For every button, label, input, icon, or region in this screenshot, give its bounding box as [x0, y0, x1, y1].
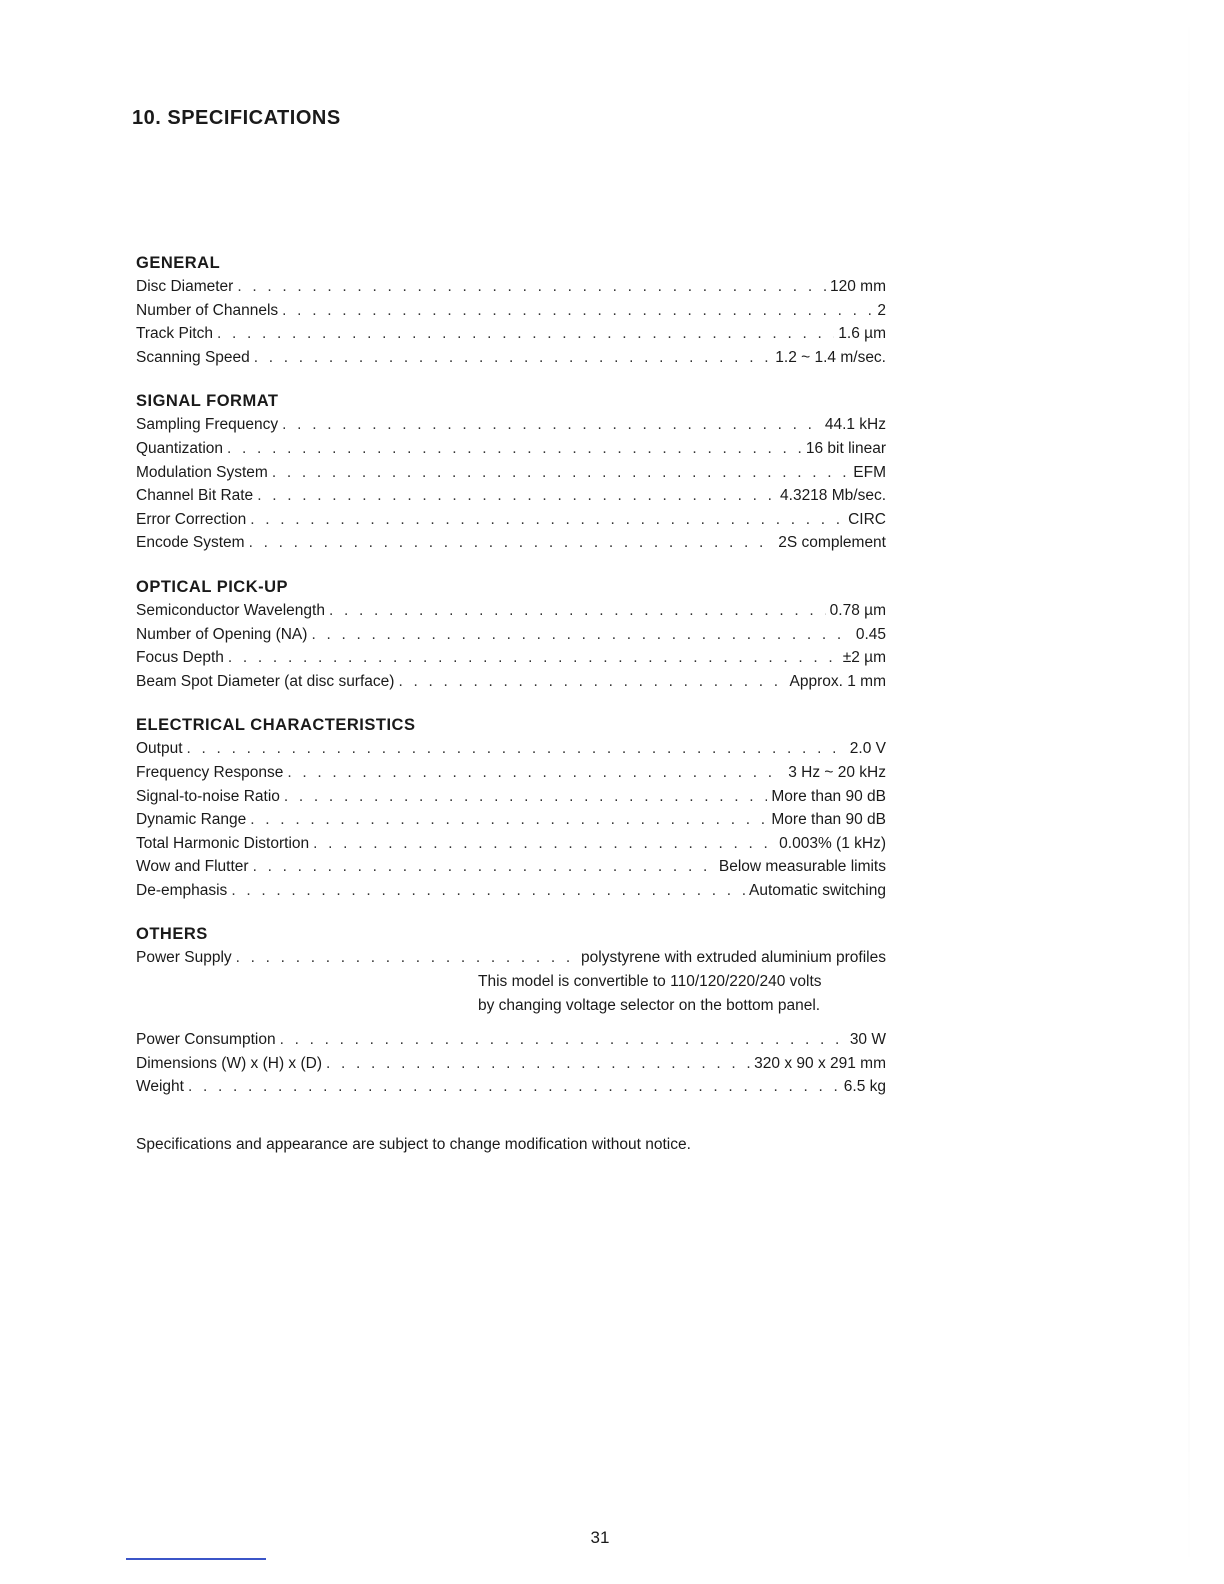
- spec-row: [136, 346, 886, 370]
- spec-row: [136, 531, 886, 555]
- spec-row: [136, 1052, 886, 1076]
- dot-leader: [257, 484, 776, 508]
- spec-row: [136, 670, 886, 694]
- spec-value: 0.78 µm: [829, 601, 886, 619]
- spec-label: Frequency Response: [136, 763, 284, 781]
- dot-leader: [188, 1075, 840, 1099]
- spec-value: More than 90 dB: [771, 787, 886, 805]
- section-heading: OTHERS: [136, 925, 208, 944]
- spec-row: [136, 1075, 886, 1099]
- dot-leader: [284, 785, 768, 809]
- spec-label: Disc Diameter: [136, 278, 234, 295]
- spec-row: [136, 785, 886, 809]
- dot-leader: [326, 1052, 750, 1076]
- spec-row: [136, 599, 886, 623]
- spec-label: Weight: [136, 1078, 184, 1096]
- spec-value: Below measurable limits: [718, 858, 886, 876]
- section-optical-pick-up: [136, 575, 886, 693]
- spec-row: [136, 737, 886, 761]
- spec-value: Approx. 1 mm: [789, 672, 886, 690]
- dot-leader: [287, 761, 784, 785]
- spec-row: [136, 646, 886, 670]
- spec-row: [136, 832, 886, 856]
- dot-leader: [254, 346, 772, 370]
- dot-leader: [227, 437, 802, 461]
- spec-label: Modulation System: [136, 463, 268, 481]
- dot-leader: [329, 599, 826, 623]
- section-general: [136, 251, 886, 369]
- spec-row: [136, 437, 886, 461]
- voltage-note: This model is convertible to 110/120/220/240 volts: [478, 973, 822, 991]
- spec-label: De-emphasis: [136, 881, 228, 899]
- section-heading: SIGNAL FORMAT: [136, 392, 279, 411]
- spec-label: Wow and Flutter: [136, 858, 249, 876]
- footer-rule: [126, 1558, 266, 1560]
- spec-label: Total Harmonic Distortion: [136, 834, 310, 852]
- dot-leader: [249, 531, 775, 555]
- voltage-note: by changing voltage selector on the bottom panel.: [478, 997, 821, 1015]
- spec-label: Number of Channels: [136, 301, 279, 319]
- spec-row: [136, 484, 886, 508]
- page-title: 10. SPECIFICATIONS: [132, 107, 341, 129]
- spec-row: [136, 299, 886, 323]
- dot-leader: [231, 879, 745, 903]
- spec-label: Number of Opening (NA): [136, 625, 308, 643]
- spec-value: More than 90 dB: [771, 811, 886, 829]
- spec-row: [136, 623, 886, 647]
- section-electrical-characteristics: [136, 713, 886, 902]
- dot-leader: [398, 670, 785, 694]
- spec-value: 6.5 kg: [843, 1078, 886, 1096]
- spec-value: 120 mm: [830, 278, 886, 295]
- dot-leader: [313, 832, 775, 856]
- spec-row: [136, 946, 886, 970]
- spec-value: 1.2 ~ 1.4 m/sec.: [775, 348, 886, 366]
- spec-value: polystyrene with extruded aluminium profiles: [581, 949, 886, 967]
- spec-row: [136, 761, 886, 785]
- spec-row: [136, 413, 886, 437]
- spec-value: CIRC: [848, 510, 886, 528]
- dot-leader: [236, 946, 577, 970]
- spec-row: [136, 322, 886, 346]
- spec-row: [136, 879, 886, 903]
- spec-label: Dimensions (W) x (H) x (D): [136, 1054, 322, 1072]
- dot-leader: [217, 322, 834, 346]
- dot-leader: [282, 413, 821, 437]
- spec-value: EFM: [853, 463, 886, 481]
- dot-leader: [311, 623, 851, 647]
- spec-label: Error Correction: [136, 510, 247, 528]
- spec-label: Track Pitch: [136, 325, 213, 343]
- spec-value: 2.0 V: [849, 740, 886, 758]
- spec-value: 4.3218 Mb/sec.: [780, 487, 886, 505]
- scan-edge-shadow: [1188, 0, 1190, 1584]
- spec-label: Signal-to-noise Ratio: [136, 787, 280, 805]
- dot-leader: [228, 646, 839, 670]
- section-heading: GENERAL: [136, 254, 221, 272]
- disclaimer-text: Specifications and appearance are subject to change modification without notice.: [136, 1136, 691, 1153]
- spec-value: Automatic switching: [749, 881, 886, 899]
- section-signal-format: [136, 389, 886, 555]
- spec-value: 2S complement: [778, 534, 886, 552]
- specifications-list: [136, 251, 886, 1119]
- spec-value: 320 x 90 x 291 mm: [754, 1054, 886, 1072]
- spec-value: 2: [877, 301, 886, 319]
- spec-value: ±2 µm: [842, 649, 886, 667]
- section-others: [136, 922, 886, 1098]
- spec-label: Output: [136, 740, 183, 758]
- spec-value: 0.003% (1 kHz): [779, 834, 886, 852]
- spec-value: 16 bit linear: [805, 439, 886, 457]
- spec-row: [136, 1028, 886, 1052]
- spec-label: Scanning Speed: [136, 348, 250, 366]
- spec-row: [136, 808, 886, 832]
- spec-label: Dynamic Range: [136, 811, 247, 829]
- spec-label: Channel Bit Rate: [136, 487, 254, 505]
- dot-leader: [280, 1028, 846, 1052]
- spec-value: 3 Hz ~ 20 kHz: [788, 763, 886, 781]
- spec-label: Power Consumption: [136, 1031, 276, 1049]
- spec-row: [136, 508, 886, 532]
- dot-leader: [250, 508, 844, 532]
- spec-value: 1.6 µm: [838, 325, 886, 343]
- spec-value: 30 W: [849, 1031, 886, 1049]
- section-heading: ELECTRICAL CHARACTERISTICS: [136, 716, 416, 735]
- section-heading: OPTICAL PICK-UP: [136, 577, 289, 596]
- spec-label: Encode System: [136, 534, 245, 552]
- spec-row: [136, 855, 886, 879]
- spec-value: 44.1 kHz: [824, 416, 886, 434]
- spec-label: Power Supply: [136, 949, 232, 967]
- dot-leader: [272, 461, 849, 485]
- spec-value: 0.45: [855, 625, 886, 643]
- spec-row: [136, 461, 886, 485]
- dot-leader: [253, 855, 715, 879]
- dot-leader: [250, 808, 767, 832]
- spec-label: Semiconductor Wavelength: [136, 601, 325, 619]
- spec-label: Beam Spot Diameter (at disc surface): [136, 672, 395, 690]
- dot-leader: [282, 299, 873, 323]
- spec-row: [136, 275, 886, 299]
- page-number: 31: [590, 1528, 610, 1547]
- spec-label: Focus Depth: [136, 649, 224, 667]
- dot-leader: [187, 737, 846, 761]
- spec-label: Sampling Frequency: [136, 416, 279, 434]
- spec-label: Quantization: [136, 439, 224, 457]
- dot-leader: [237, 275, 826, 299]
